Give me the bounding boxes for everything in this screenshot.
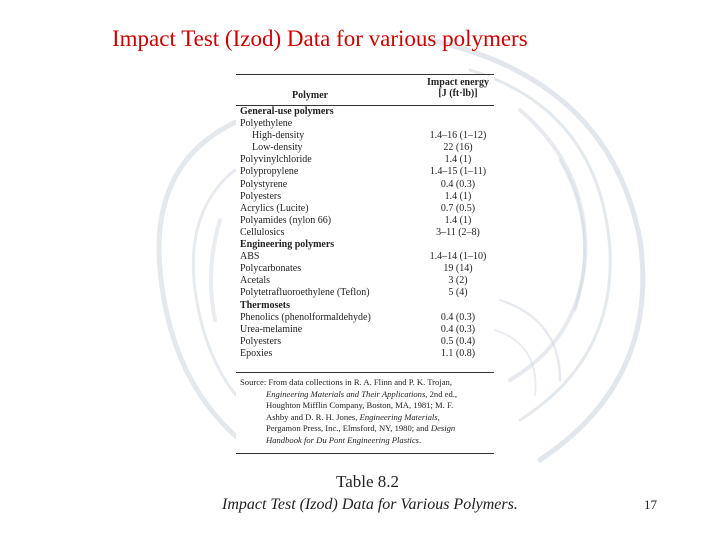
- impact-energy-value: 1.4–16 (1–12): [429, 130, 487, 142]
- table-source-note: [236, 372, 494, 454]
- source-line-5-prefix: Pergamon Press, Inc., Elmsford, NY, 1980; and: [266, 423, 431, 434]
- table-row: [236, 336, 494, 348]
- header-impact-energy: [425, 77, 491, 99]
- source-line-3: Houghton Mifflin Company, Boston, MA, 1981; M. F.: [266, 400, 454, 411]
- table-row: [236, 251, 494, 263]
- table-section-row: [236, 239, 494, 251]
- header-polymer: Polymer: [292, 90, 329, 101]
- polymer-name: Polytetrafluoroethylene (Teflon): [240, 287, 370, 299]
- polymer-name: Acrylics (Lucite): [240, 202, 309, 214]
- impact-energy-value: 0.4 (0.3): [440, 323, 476, 335]
- table-header: [236, 74, 494, 106]
- polymer-name: Engineering polymers: [240, 239, 335, 251]
- table-row: [236, 312, 494, 324]
- impact-energy-value: 1.4–14 (1–10): [429, 251, 487, 263]
- impact-energy-value: 0.4 (0.3): [440, 178, 476, 190]
- table-caption-number: Table 8.2: [336, 472, 400, 491]
- polymer-name: Polyvinylchloride: [240, 154, 312, 166]
- polymer-name: Urea-melamine: [240, 323, 303, 335]
- table-row: [236, 142, 494, 154]
- table-figure: [236, 74, 494, 448]
- source-book-title-3a: Design: [430, 423, 456, 434]
- table-row: [236, 203, 494, 215]
- polymer-name: Epoxies: [240, 347, 273, 359]
- table-row: [236, 324, 494, 336]
- impact-energy-value: 3 (2): [448, 275, 468, 287]
- impact-energy-value: 3–11 (2–8): [436, 226, 480, 238]
- polymer-name: Low-density: [252, 142, 303, 154]
- table-row: [236, 130, 494, 142]
- impact-energy-value: 0.7 (0.5): [440, 202, 476, 214]
- impact-energy-value: 1.1 (0.8): [440, 347, 476, 359]
- source-line-6: [240, 435, 488, 447]
- table-row: [236, 215, 494, 227]
- source-book-title-3b: Handbook for Du Pont Engineering Plastics: [266, 434, 420, 445]
- source-line-2: [240, 389, 488, 401]
- polymer-name: High-density: [252, 130, 305, 142]
- source-line-5: [240, 423, 488, 435]
- table-row: [236, 118, 494, 130]
- impact-energy-value: 5 (4): [448, 287, 468, 299]
- impact-energy-value: 1.4–15 (1–11): [429, 166, 487, 178]
- table-section-row: [236, 300, 494, 312]
- source-book-title-1: Engineering Materials and Their Applications: [266, 388, 426, 399]
- page-number: 17: [644, 497, 657, 512]
- slide-title: Impact Test (Izod) Data for various polymers: [112, 26, 528, 51]
- polymer-name: Cellulosics: [240, 226, 285, 238]
- polymer-name: Phenolics (phenolformaldehyde): [240, 311, 371, 323]
- table-body: [236, 106, 494, 360]
- polymer-name: ABS: [240, 251, 260, 263]
- source-line-4-suffix: ,: [437, 411, 440, 422]
- source-line-1: Source: From data collections in R. A. Flinn and P. K. Trojan,: [240, 377, 452, 387]
- table-row: [236, 348, 494, 360]
- impact-energy-value: 19 (14): [443, 263, 473, 275]
- header-impact-energy-line1: Impact energy: [427, 77, 489, 88]
- table-row: [236, 263, 494, 275]
- source-line-4: [240, 412, 488, 424]
- polymer-name: Polypropylene: [240, 166, 299, 178]
- polymer-name: Polycarbonates: [240, 263, 302, 275]
- table-row: [236, 227, 494, 239]
- impact-energy-value: 1.4 (1): [444, 214, 472, 226]
- table-section-row: [236, 106, 494, 118]
- table-row: [236, 191, 494, 203]
- table-row: [236, 287, 494, 299]
- table-row: [236, 166, 494, 178]
- table-row: [236, 275, 494, 287]
- source-line-4-prefix: Ashby and D. R. H. Jones,: [266, 411, 360, 422]
- impact-energy-value: 22 (16): [443, 142, 473, 154]
- polymer-name: Polystyrene: [240, 178, 288, 190]
- impact-energy-value: 1.4 (1): [444, 154, 472, 166]
- impact-energy-value: 0.5 (0.4): [440, 335, 476, 347]
- table-caption-text: Impact Test (Izod) Data for Various Polymers.: [222, 496, 518, 513]
- impact-energy-value: 1.4 (1): [444, 190, 472, 202]
- polymer-name: Acetals: [240, 275, 270, 287]
- polymer-name: Thermosets: [240, 299, 290, 311]
- source-book-title-2: Engineering Materials: [359, 411, 438, 422]
- polymer-name: Polyethylene: [240, 118, 293, 130]
- header-impact-energy-units: [J (ft·lb)]: [438, 88, 478, 99]
- table-row: [236, 179, 494, 191]
- table-row: [236, 154, 494, 166]
- source-line-2-suffix: , 2nd ed.,: [425, 388, 458, 399]
- impact-energy-value: 0.4 (0.3): [440, 311, 476, 323]
- polymer-name: Polyesters: [240, 190, 282, 202]
- polymer-name: Polyesters: [240, 335, 282, 347]
- polymer-name: General-use polymers: [240, 106, 334, 117]
- source-line-6-suffix: .: [419, 434, 422, 445]
- polymer-name: Polyamides (nylon 66): [240, 214, 332, 226]
